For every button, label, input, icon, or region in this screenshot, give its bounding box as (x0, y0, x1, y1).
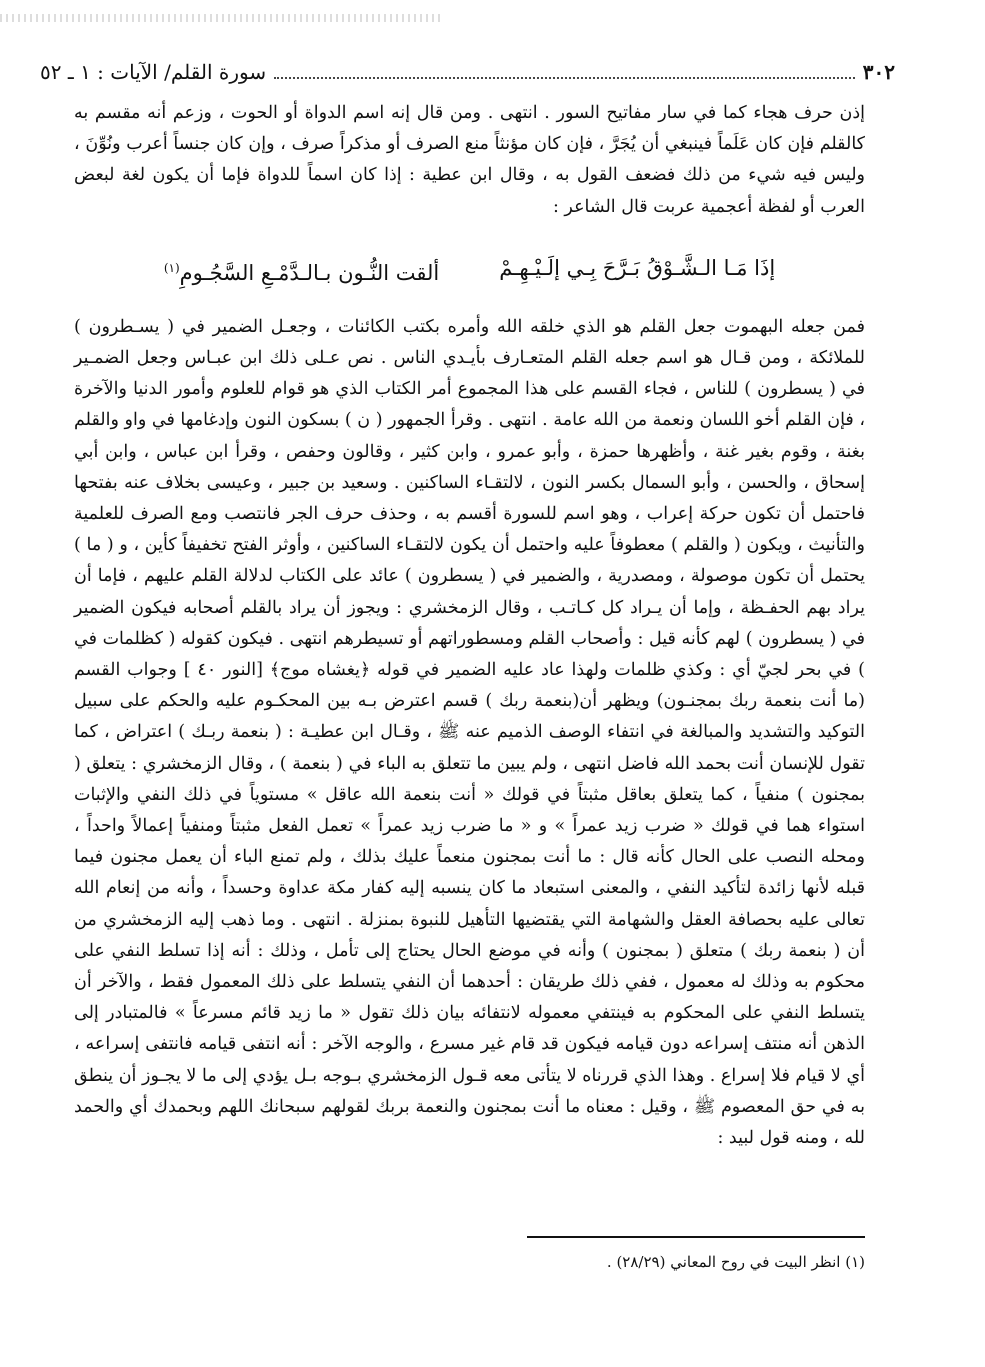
verse-hemistich-first: إذَا مَـا الـشَّـوْقُ بَـرَّحَ بِـي إلَـيْـهِـمْ (499, 255, 776, 280)
running-title: سورة القلم/ الآيات : ١ ـ ٥٢ (40, 60, 267, 84)
paragraph-2: فمن جعله البهموت جعل القلم هو الذي خلقه الله وأمره بكتب الكائنات ، وجعـل الضمير في ( يسـطرون ) للملائكة ، ومن قـال هو اسم جعله القلم المتعـارف بأيـدي الناس . نص عـلى ذلك ابن عبـاس وجعل الضمـير في ( يسطرون ) للناس ، فجاء القسم على هذا المجموع أمر الكتاب الذي هو قوام للعلوم وأمور الدنيا والآخرة ، فإن القلم أخو اللسان ونعمة من الله عامة . انتهى . وقرأ الجمهور ( ن ) بسكون النون وإدغامها في واو والقلم بغنة ، وقوم بغير غنة ، وأظهرها حمزة ، وأبو عمرو ، وابن كثير ، وقالون وحفص ، وقرأ ابن عباس ، وابن أبي إسحاق ، والحسن ، وأبو السمال بكسر النون ، لالتقـاء الساكنين . وسعيد بن جبير ، وعيسى بخلاف عنه بفتحها فاحتمل أن تكون حركة إعراب ، وهو اسم للسورة أقسم به ، وحذف حرف الجر فانتصب ومع الصرف للعلمية والتأنيث ، ويكون ( والقلم ) معطوفاً عليه واحتمل أن يكون لالتقـاء الساكنين ، وأوثر الفتح تخفيفاً كأين ، و ( ما ) يحتمل أن تكون موصولة ، ومصدرية ، والضمير في ( يسطرون ) عائد على الكتاب لدلالة القلم عليهم ، فإما أن يراد بهم الحفـظة ، وإما أن يـراد كل كـاتـب ، وقال الزمخشري : ويجوز أن يراد بالقلم أصحابه فيكون الضمير في ( يسطرون ) لهم كأنه قيل : وأصحاب القلم ومسطوراتهم أو تسيطرهم انتهى . فيكون كقوله ( كظلمات في ) في بحر لجيّ أي : وكذي ظلمات ولهذا عاد عليه الضمير في قوله ﴿يغشاه موج﴾ [النور ٤٠ ] وجواب القسم (ما أنت بنعمة ربك بمجنـون) ويظهر أن(بنعمة ربك ) قسم اعترض بـه بين المحكـوم عليه والحكم على سبيل التوكيد والتشديد والمبالغة في انتفاء الوصف الذميم عنه ﷺ ، وقـال ابن عطيـة : ( بنعمة ربـك ) اعتراض ، كما تقول للإنسان أنت بحمد الله فاضل انتهى ، ولم يبين ما تتعلق به الباء في ( بنعمة ) ، وقال الزمخشري : يتعلق ( بمجنون ) منفياً ، كما يتعلق بعاقل مثبتاً في قولك « أنت بنعمة الله عاقل » مستوياً في ذلك النفي والإثبات استواء هما في قولك « ضرب زيد عمراً » و « ما ضرب زيد عمراً » تعمل الفعل مثبتاً ومنفياً إعمالاً واحداً ، ومحله النصب على الحال كأنه قال : ما أنت بمجنون منعماً عليك بذلك ، ولم تمنع الباء أن يعمل مجنون فيما قبله لأنها زائدة لتأكيد النفي ، والمعنى استبعاد ما كان ينسبه إليه كفار مكة عداوة وحسداً ، وأنه من إنعام الله تعالى عليه بحصافة العقل والشهامة التي يقتضيها التأهيل للنبوة بمنزلة . انتهى . وما ذهب إليه الزمخشري من أن ( بنعمة ربك ) متعلق ( بمجنون ) وأنه في موضع الحال يحتاج إلى تأمل ، وذلك : أنه إذا تسلط النفي على محكوم به وذلك له معمول ، ففي ذلك طريقان : أحدهما أن النفي يتسلط على ذلك المعمول فقط ، والآخر أن يتسلط النفي على المحكوم به فينتفي معموله لانتفائه بيان ذلك تقول « ما زيد قائم مسرعاً » فالمتبادر إلى الذهن أنه منتف إسراعه دون قيامه فيكون قد قام غير مسرع ، والوجه الآخر : أنه انتفى قيامه فانتفى إسراعه ، أي لا قيام فلا إسراع . وهذا الذي قررناه لا يتأتى معه قـول الزمخشري بـوجه بـل يؤدي إلى ما لا يجـوز أن ينطق به في حق المعصوم ﷺ ، وقيل : معناه ما أنت بمجنون والنعمة بربك لقولهم سبحانك اللهم وبحمدك أي والحمد لله ، ومنه قول لبيد : (74, 316, 866, 1149)
paragraph-1: إذن حرف هجاء كما في سار مفاتيح السور . انتهى . ومن قال إنه اسم الدواة أو الحوت ، وزعم أنه مقسم به كالقلم فإن كان عَلَماً فينبغي أن يُجَرَّ ، فإن كان مؤنثاً منع الصرف أو مذكراً صرف ، وإن كان جنساً أعرب ونُوِّنَ ، وليس فيه شيء من ذلك فضعف القول به ، وقال ابن عطية : إذا كان اسماً للدواة فإما أن يكون لغة لبعض العرب أو لفظة أعجمية عربت قال الشاعر : (74, 103, 865, 217)
footnote: (١) انظر البيت في روح المعاني (٢٨/٢٩) . (606, 1253, 865, 1271)
verse-hemistich-second (164, 251, 439, 290)
running-header (40, 60, 895, 90)
page-number: ٣٠٢ (862, 60, 895, 84)
scan-artifact (0, 14, 440, 22)
header-dots (274, 63, 855, 79)
verse-second-text: ألقت النُّـون بـالـدَّمْـعِ السَّجُـومِ (179, 260, 440, 285)
main-text (74, 98, 865, 1154)
footnote-divider (527, 1236, 865, 1238)
poetry-verse (74, 251, 865, 290)
footnote-ref: (١) (163, 260, 180, 275)
